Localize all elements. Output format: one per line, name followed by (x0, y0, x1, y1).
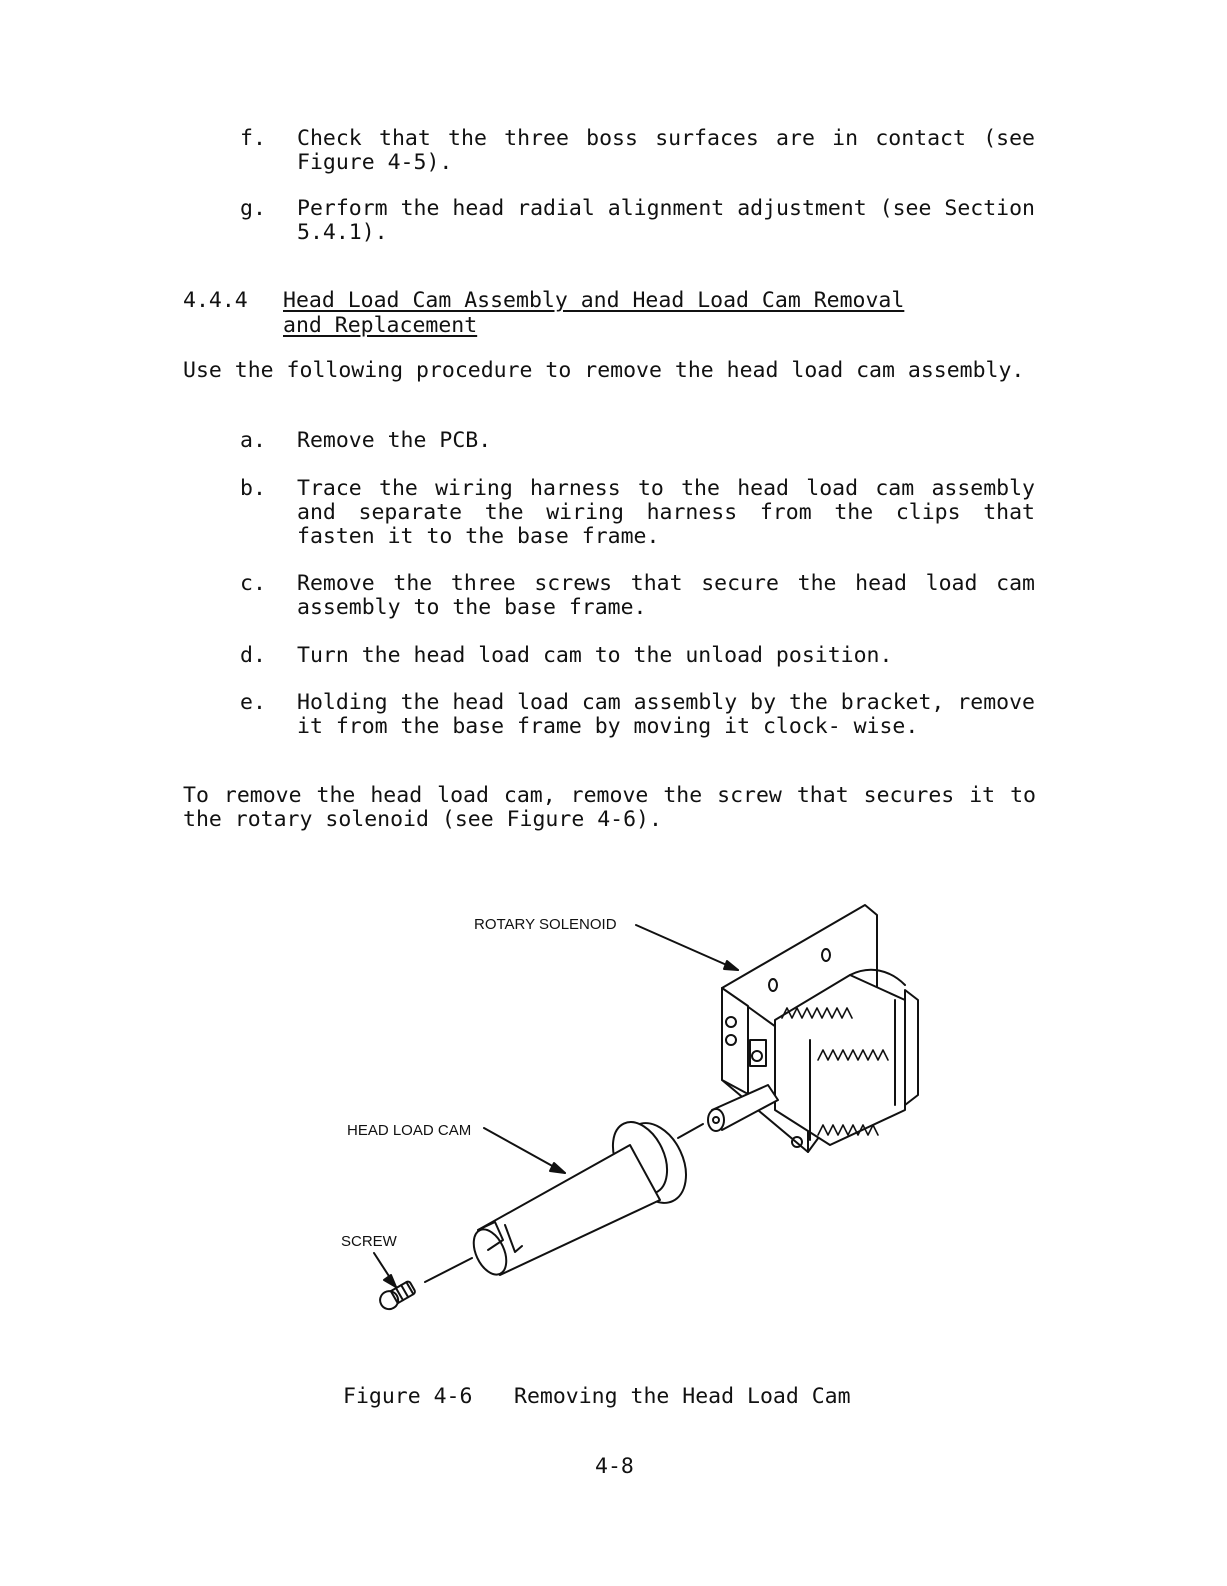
section-title-line2: and Replacement (283, 313, 478, 338)
step-text: Holding the head load cam assembly by the bracket, remove it from the base frame by moving it clock- wise. (297, 690, 1035, 739)
head-load-cam-label: HEAD LOAD CAM (347, 1122, 472, 1139)
step-letter: a. (240, 428, 266, 453)
step-letter: g. (240, 196, 266, 221)
page-number: 4-8 (595, 1454, 634, 1479)
section-number: 4.4.4 (183, 288, 248, 313)
step-text: Turn the head load cam to the unload position. (297, 643, 893, 668)
step-letter: e. (240, 690, 266, 715)
step-letter: b. (240, 476, 266, 501)
rotary-solenoid-label: ROTARY SOLENOID (474, 916, 617, 933)
step-letter: c. (240, 571, 266, 596)
step-text: Perform the head radial alignment adjustment (see Section 5.4.1). (297, 196, 1035, 245)
step-text: Trace the wiring harness to the head load cam assembly and separate the wiring harness from the clips that fasten it to the base frame. (297, 476, 1035, 549)
step-text: Check that the three boss surfaces are in contact (see Figure 4-5). (297, 126, 1035, 175)
step-letter: f. (240, 126, 266, 151)
figure-caption-number: Figure 4-6 (343, 1384, 473, 1409)
intro-paragraph: Use the following procedure to remove the head load cam assembly. (183, 358, 1025, 383)
step-text: Remove the three screws that secure the head load cam assembly to the base frame. (297, 571, 1035, 620)
screw-label: SCREW (341, 1233, 397, 1250)
step-letter: d. (240, 643, 266, 668)
outro-paragraph: To remove the head load cam, remove the screw that secures it to the rotary solenoid (see Figure 4-6). (183, 783, 1036, 832)
figure-caption-title: Removing the Head Load Cam (514, 1384, 851, 1409)
step-text: Remove the PCB. (297, 428, 492, 453)
section-title-line1: Head Load Cam Assembly and Head Load Cam Removal (283, 288, 905, 313)
